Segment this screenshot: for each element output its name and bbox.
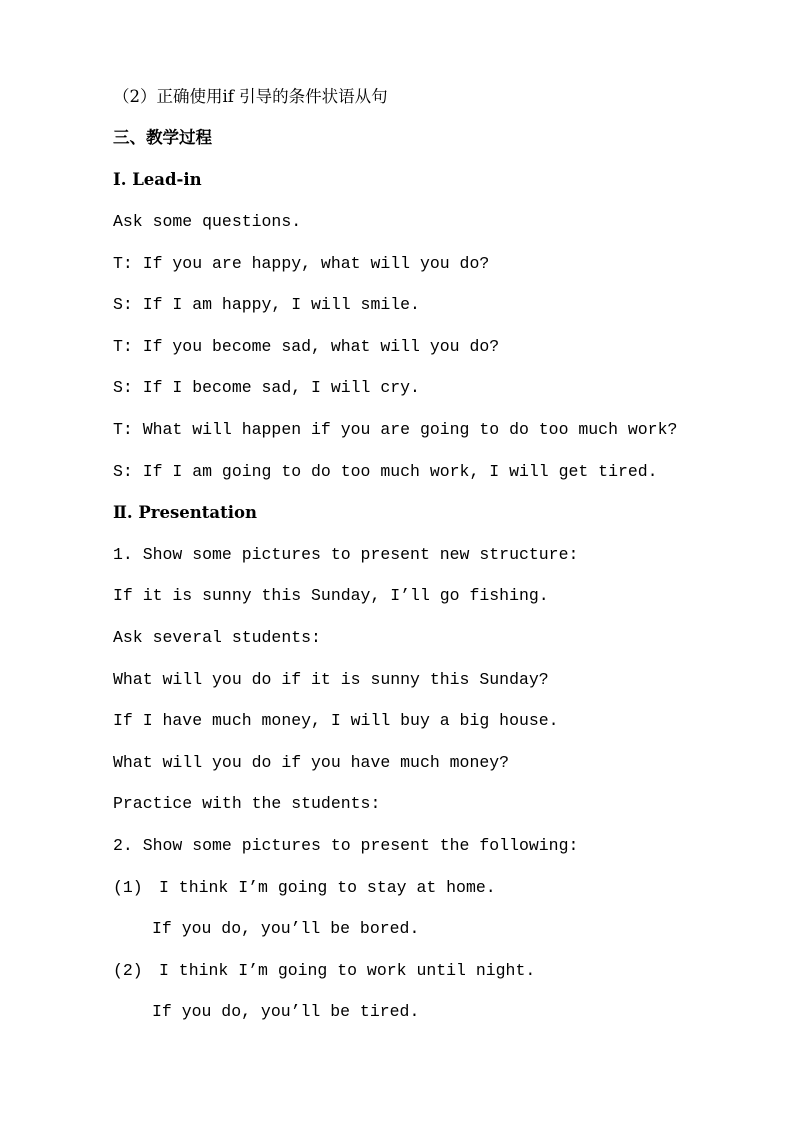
list-item-number: (1) <box>113 878 143 897</box>
dialogue-line: T: What will happen if you are going to do too much work? <box>113 420 678 439</box>
objective-item-2: （2）正确使用if 引导的条件状语从句 <box>113 87 388 106</box>
dialogue-line: T: If you are happy, what will you do? <box>113 254 490 273</box>
list-item <box>113 877 496 899</box>
text-line: If I have much money, I will buy a big house. <box>113 711 559 730</box>
text-line: Ask some questions. <box>113 212 302 231</box>
text-line: What will you do if it is sunny this Sunday? <box>113 670 549 689</box>
subheading-presentation: Ⅱ. Presentation <box>113 503 257 522</box>
text-line: If you do, you’ll be tired. <box>152 1002 420 1021</box>
dialogue-line: S: If I am happy, I will smile. <box>113 295 420 314</box>
text-line: If it is sunny this Sunday, I’ll go fishing. <box>113 586 549 605</box>
dialogue-line: T: If you become sad, what will you do? <box>113 337 500 356</box>
list-item-text: I think I’m going to work until night. <box>159 961 536 980</box>
section-heading-teaching-process: 三、教学过程 <box>113 128 212 147</box>
list-item-number: (2) <box>113 961 143 980</box>
text-line: What will you do if you have much money? <box>113 753 510 772</box>
dialogue-line: S: If I am going to do too much work, I will get tired. <box>113 462 658 481</box>
text-line: 1. Show some pictures to present new structure: <box>113 545 579 564</box>
subheading-lead-in: Ⅰ. Lead-in <box>113 170 202 189</box>
text-line: If you do, you’ll be bored. <box>152 919 420 938</box>
text-line: 2. Show some pictures to present the following: <box>113 836 579 855</box>
list-item-text: I think I’m going to stay at home. <box>159 878 496 897</box>
text-line: Practice with the students: <box>113 794 381 813</box>
text-line: Ask several students: <box>113 628 321 647</box>
dialogue-line: S: If I become sad, I will cry. <box>113 378 420 397</box>
list-item <box>113 960 535 982</box>
